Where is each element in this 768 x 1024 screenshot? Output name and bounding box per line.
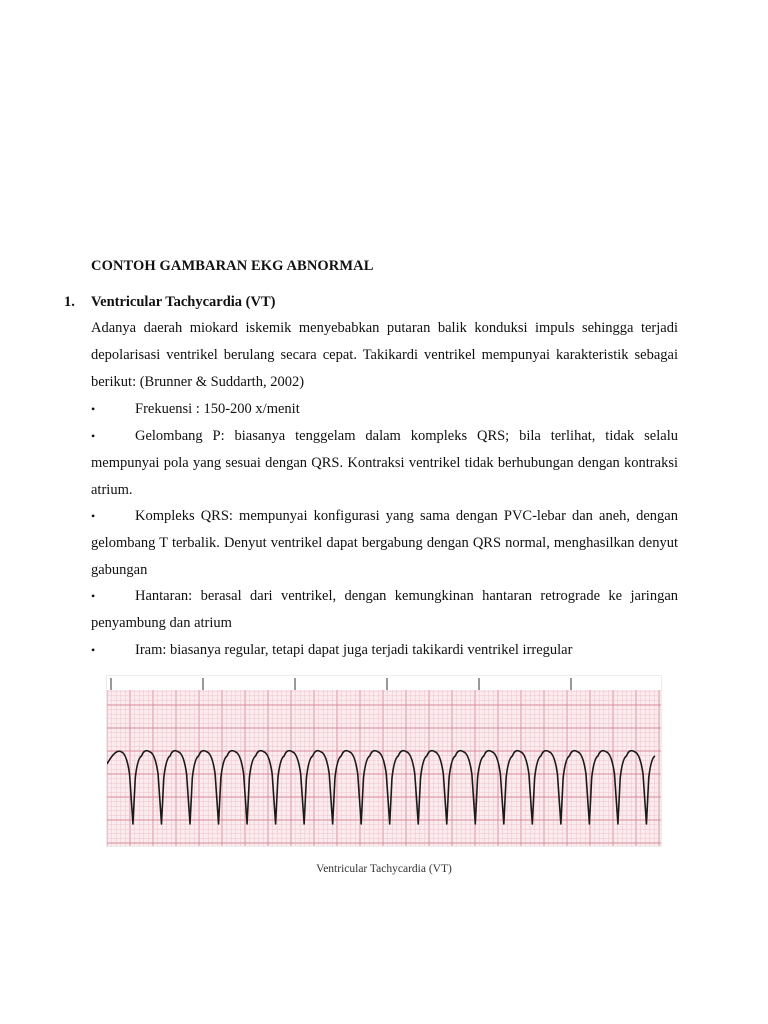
bullet-icon: • [91,402,96,416]
bullet-icon: • [91,509,96,523]
bullet-icon: • [91,589,96,603]
section-title-text: Ventricular Tachycardia (VT) [91,294,276,310]
ekg-strip-image [106,675,662,847]
intro-paragraph: Adanya daerah miokard iskemik menyebabkan putaran balik konduksi impuls sehingga terjadi depolarisasi ventrikel berulang secara cepat. Takikardi ventrikel mempunyai karakteristik sebagai berikut: (Brunner & Suddarth, 2002) [91,320,678,390]
bullet-text: Hantaran: berasal dari ventrikel, dengan kemungkinan hantaran retrograde ke jaringan penyambung dan atrium [91,588,678,631]
ekg-strip-graphic [107,676,661,846]
section-number: 1. [64,294,75,310]
document-heading: CONTOH GAMBARAN EKG ABNORMAL [91,258,374,274]
section-title [64,294,275,311]
bullet-icon: • [91,429,96,443]
bullet-item [91,396,678,423]
figure-caption: Ventricular Tachycardia (VT) [316,863,452,875]
bullet-text: Kompleks QRS: mempunyai konfigurasi yang sama dengan PVC-lebar dan aneh, dengan gelombang T terbalik. Denyut ventrikel dapat bergabung dengan QRS normal, menghasilkan denyut gabungan [91,508,678,578]
bullet-item [91,503,678,584]
bullet-item [91,423,678,504]
bullet-text: Frekuensi : 150-200 x/menit [135,401,300,417]
bullet-text: Iram: biasanya regular, tetapi dapat juga terjadi takikardi ventrikel irregular [135,642,573,658]
bullet-item [91,583,678,637]
bullet-icon: • [91,643,96,657]
bullet-item [91,637,678,664]
bullet-text: Gelombang P: biasanya tenggelam dalam kompleks QRS; bila terlihat, tidak selalu mempunyai pola yang sesuai dengan QRS. Kontraksi ventrikel tidak berhubungan dengan kontraksi atrium. [91,428,678,498]
